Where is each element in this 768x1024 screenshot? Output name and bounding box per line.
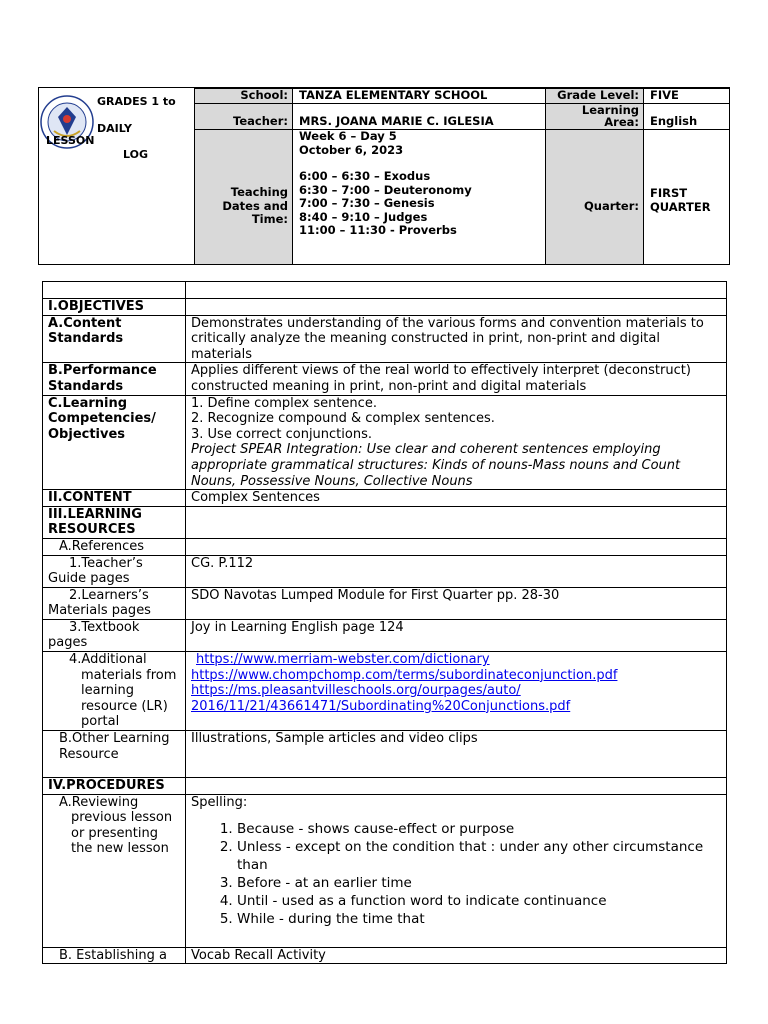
references-label: A.References <box>43 538 186 555</box>
learning-competencies-label: C.Learning Competencies/ Objectives <box>43 395 186 490</box>
school-value: TANZA ELEMENTARY SCHOOL <box>292 88 546 104</box>
establishing-value: Vocab Recall Activity <box>186 947 727 964</box>
learning-competencies-value <box>186 395 727 490</box>
procedures-heading: IV.PROCEDURES <box>43 778 186 795</box>
learning-area-label-1: Learning <box>581 103 639 117</box>
performance-standards-label: B.Performance Standards <box>43 363 186 395</box>
teaching-dates-label <box>194 129 293 265</box>
table-row <box>43 315 727 363</box>
reviewing-lesson-label: A.Reviewing previous lesson or presenting the new lesson <box>43 794 186 947</box>
quarter-value-2: QUARTER <box>650 199 711 214</box>
establishing-label: B. Establishing a <box>43 947 186 964</box>
textbook-value: Joy in Learning English page 124 <box>186 619 727 651</box>
table-row <box>43 778 727 795</box>
schedule-item: 7:00 – 7:30 – Genesis <box>299 196 435 210</box>
list-item: 5. While - during the time that <box>237 910 721 928</box>
content-label: II.CONTENT <box>43 490 186 507</box>
learners-materials-label: 2.Learners’s Materials pages <box>43 587 186 619</box>
teaching-dates-value <box>292 129 546 265</box>
list-item: 2. Unless - except on the condition that : under any other circumstance than <box>237 838 721 874</box>
schedule-item: 11:00 – 11:30 - Proverbs <box>299 223 457 237</box>
learners-materials-value: SDO Navotas Lumped Module for First Quarter pp. 28-30 <box>186 587 727 619</box>
table-row <box>43 395 727 490</box>
spelling-list <box>191 820 721 928</box>
school-label: School: <box>194 88 293 104</box>
teacher-value: MRS. JOANA MARIE C. IGLESIA <box>292 103 546 130</box>
table-row <box>43 731 727 778</box>
quarter-value-1: FIRST <box>650 186 688 200</box>
table-row <box>43 299 727 316</box>
quarter-label: Quarter: <box>545 129 644 265</box>
quarter-value <box>643 129 730 265</box>
grade-level-value: FIVE <box>643 88 730 104</box>
log-title-line1: GRADES 1 to <box>97 95 176 108</box>
dates-label-2: Dates and <box>222 198 288 213</box>
learning-area-value: English <box>643 103 730 130</box>
lesson-date: October 6, 2023 <box>299 142 404 157</box>
pleasantville-link-cont[interactable]: 2016/11/21/43661471/Subordinating%20Conjunctions.pdf <box>191 698 571 714</box>
additional-materials-value <box>186 652 727 731</box>
textbook-label: 3.Textbook pages <box>43 619 186 651</box>
log-title-line3: LESSON <box>46 134 95 147</box>
schedule-item: 8:40 – 9:10 – Judges <box>299 209 428 224</box>
spear-integration: Project SPEAR Integration: Use clear and coherent sentences employing appropriate grammatical structures: Kinds of nouns-Mass nouns and Count Nouns, Possessive Nouns, Collective Nouns <box>191 442 681 489</box>
dates-label-1: Teaching <box>230 185 288 199</box>
dates-label-3: Time: <box>251 212 288 226</box>
learning-area-label-2: Area: <box>604 115 639 129</box>
competency-item: 1. Define complex sentence. <box>191 395 377 411</box>
week-day: Week 6 – Day 5 <box>299 129 397 143</box>
log-title-line2: DAILY <box>97 122 132 135</box>
teachers-guide-value: CG. P.112 <box>186 555 727 587</box>
other-resource-label-text: B.Other Learning Resource <box>59 731 170 762</box>
table-row <box>43 947 727 964</box>
schedule-item: 6:00 – 6:30 – Exodus <box>299 169 431 183</box>
merriam-webster-link[interactable]: https://www.merriam-webster.com/dictionary <box>196 652 490 668</box>
grade-level-label: Grade Level: <box>545 88 644 104</box>
content-standards-label: A.Content Standards <box>43 315 186 363</box>
table-row <box>43 490 727 507</box>
chompchomp-link[interactable]: https://www.chompchomp.com/terms/subordinateconjunction.pdf <box>191 667 618 683</box>
spelling-heading: Spelling: <box>191 794 248 810</box>
table-row <box>43 794 727 947</box>
reviewing-lesson-value <box>186 794 727 947</box>
table-row <box>43 619 727 651</box>
list-item: 1. Because - shows cause-effect or purpose <box>237 820 721 838</box>
competency-item: 2. Recognize compound & complex sentences. <box>191 411 495 427</box>
table-row <box>43 282 727 299</box>
lesson-log-table <box>42 281 727 964</box>
table-row <box>43 652 727 731</box>
table-row <box>43 363 727 395</box>
schedule-item: 6:30 – 7:00 – Deuteronomy <box>299 182 472 197</box>
table-row <box>43 587 727 619</box>
table-row <box>43 538 727 555</box>
competency-item: 3. Use correct conjunctions. <box>191 426 372 442</box>
objectives-heading: I.OBJECTIVES <box>43 299 186 316</box>
teachers-guide-label: 1.Teacher’s Guide pages <box>43 555 186 587</box>
learning-area-label <box>545 103 644 130</box>
pleasantville-link[interactable]: https://ms.pleasantvilleschools.org/ourpages/auto/ <box>191 683 521 699</box>
table-row <box>43 506 727 538</box>
other-resource-value: Illustrations, Sample articles and video clips <box>186 731 727 778</box>
list-item: 3. Before - at an earlier time <box>237 874 721 892</box>
table-row <box>43 555 727 587</box>
teacher-label: Teacher: <box>194 103 293 130</box>
content-value: Complex Sentences <box>186 490 727 507</box>
performance-standards-value: Applies different views of the real world to effectively interpret (deconstruct) constructed meaning in print, non-print and digital materials <box>186 363 727 395</box>
learning-resources-heading: III.LEARNING RESOURCES <box>43 506 186 538</box>
additional-materials-label: 4.Additional materials from learning resource (LR) portal <box>43 652 186 731</box>
content-standards-value: Demonstrates understanding of the various forms and convention materials to critically analyze the meaning constructed in print, non-print and digital materials <box>186 315 727 363</box>
log-title-line4: LOG <box>123 148 148 161</box>
other-resource-label <box>43 731 186 778</box>
list-item: 4. Until - used as a function word to indicate continuance <box>237 892 721 910</box>
